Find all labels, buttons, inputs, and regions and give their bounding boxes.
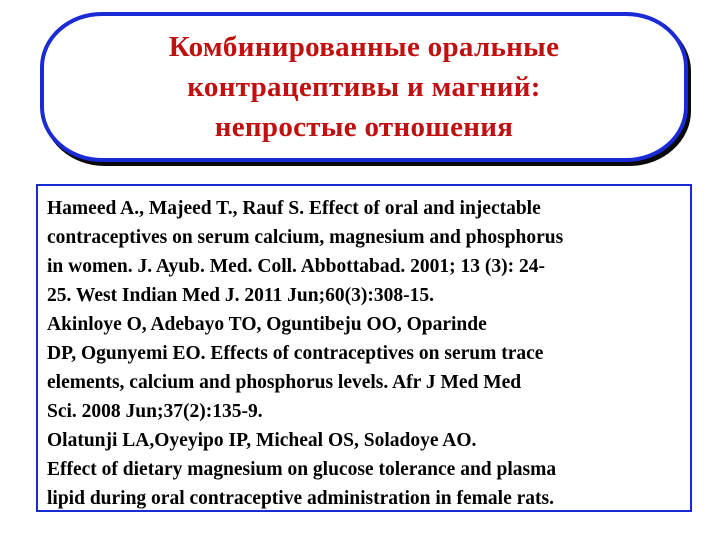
title-line-1: Комбинированные оральные	[168, 31, 560, 63]
reference-line-3: in women. J. Ayub. Med. Coll. Abbottabad. 2001; 13 (3): 24-	[47, 256, 546, 277]
reference-line-5: Akinloye O, Adebayo TO, Oguntibeju OO, Oparinde	[47, 314, 487, 335]
title-box	[40, 12, 688, 162]
reference-line-8: Sci. 2008 Jun;37(2):135-9.	[47, 401, 263, 422]
reference-line-6: DP, Ogunyemi EO. Effects of contraceptives on serum trace	[47, 343, 544, 364]
title-line-2: контрацептивы и магний:	[187, 71, 541, 103]
title-line-3: непростые отношения	[214, 111, 514, 143]
reference-line-4: 25. West Indian Med J. 2011 Jun;60(3):308-15.	[47, 285, 434, 306]
reference-line-10: Effect of dietary magnesium on glucose tolerance and plasma	[47, 459, 557, 480]
reference-line-7: elements, calcium and phosphorus levels. Afr J Med Med	[47, 372, 522, 393]
reference-line-9: Olatunji LA,Oyeyipo IP, Micheal OS, Soladoye AO.	[47, 430, 477, 451]
reference-line-1: Hameed A., Majeed T., Rauf S. Effect of oral and injectable	[47, 198, 541, 219]
reference-line-2: contraceptives on serum calcium, magnesium and phosphorus	[47, 227, 564, 248]
reference-line-11: lipid during oral contraceptive administration in female rats.	[47, 488, 554, 509]
references-box	[36, 184, 692, 512]
